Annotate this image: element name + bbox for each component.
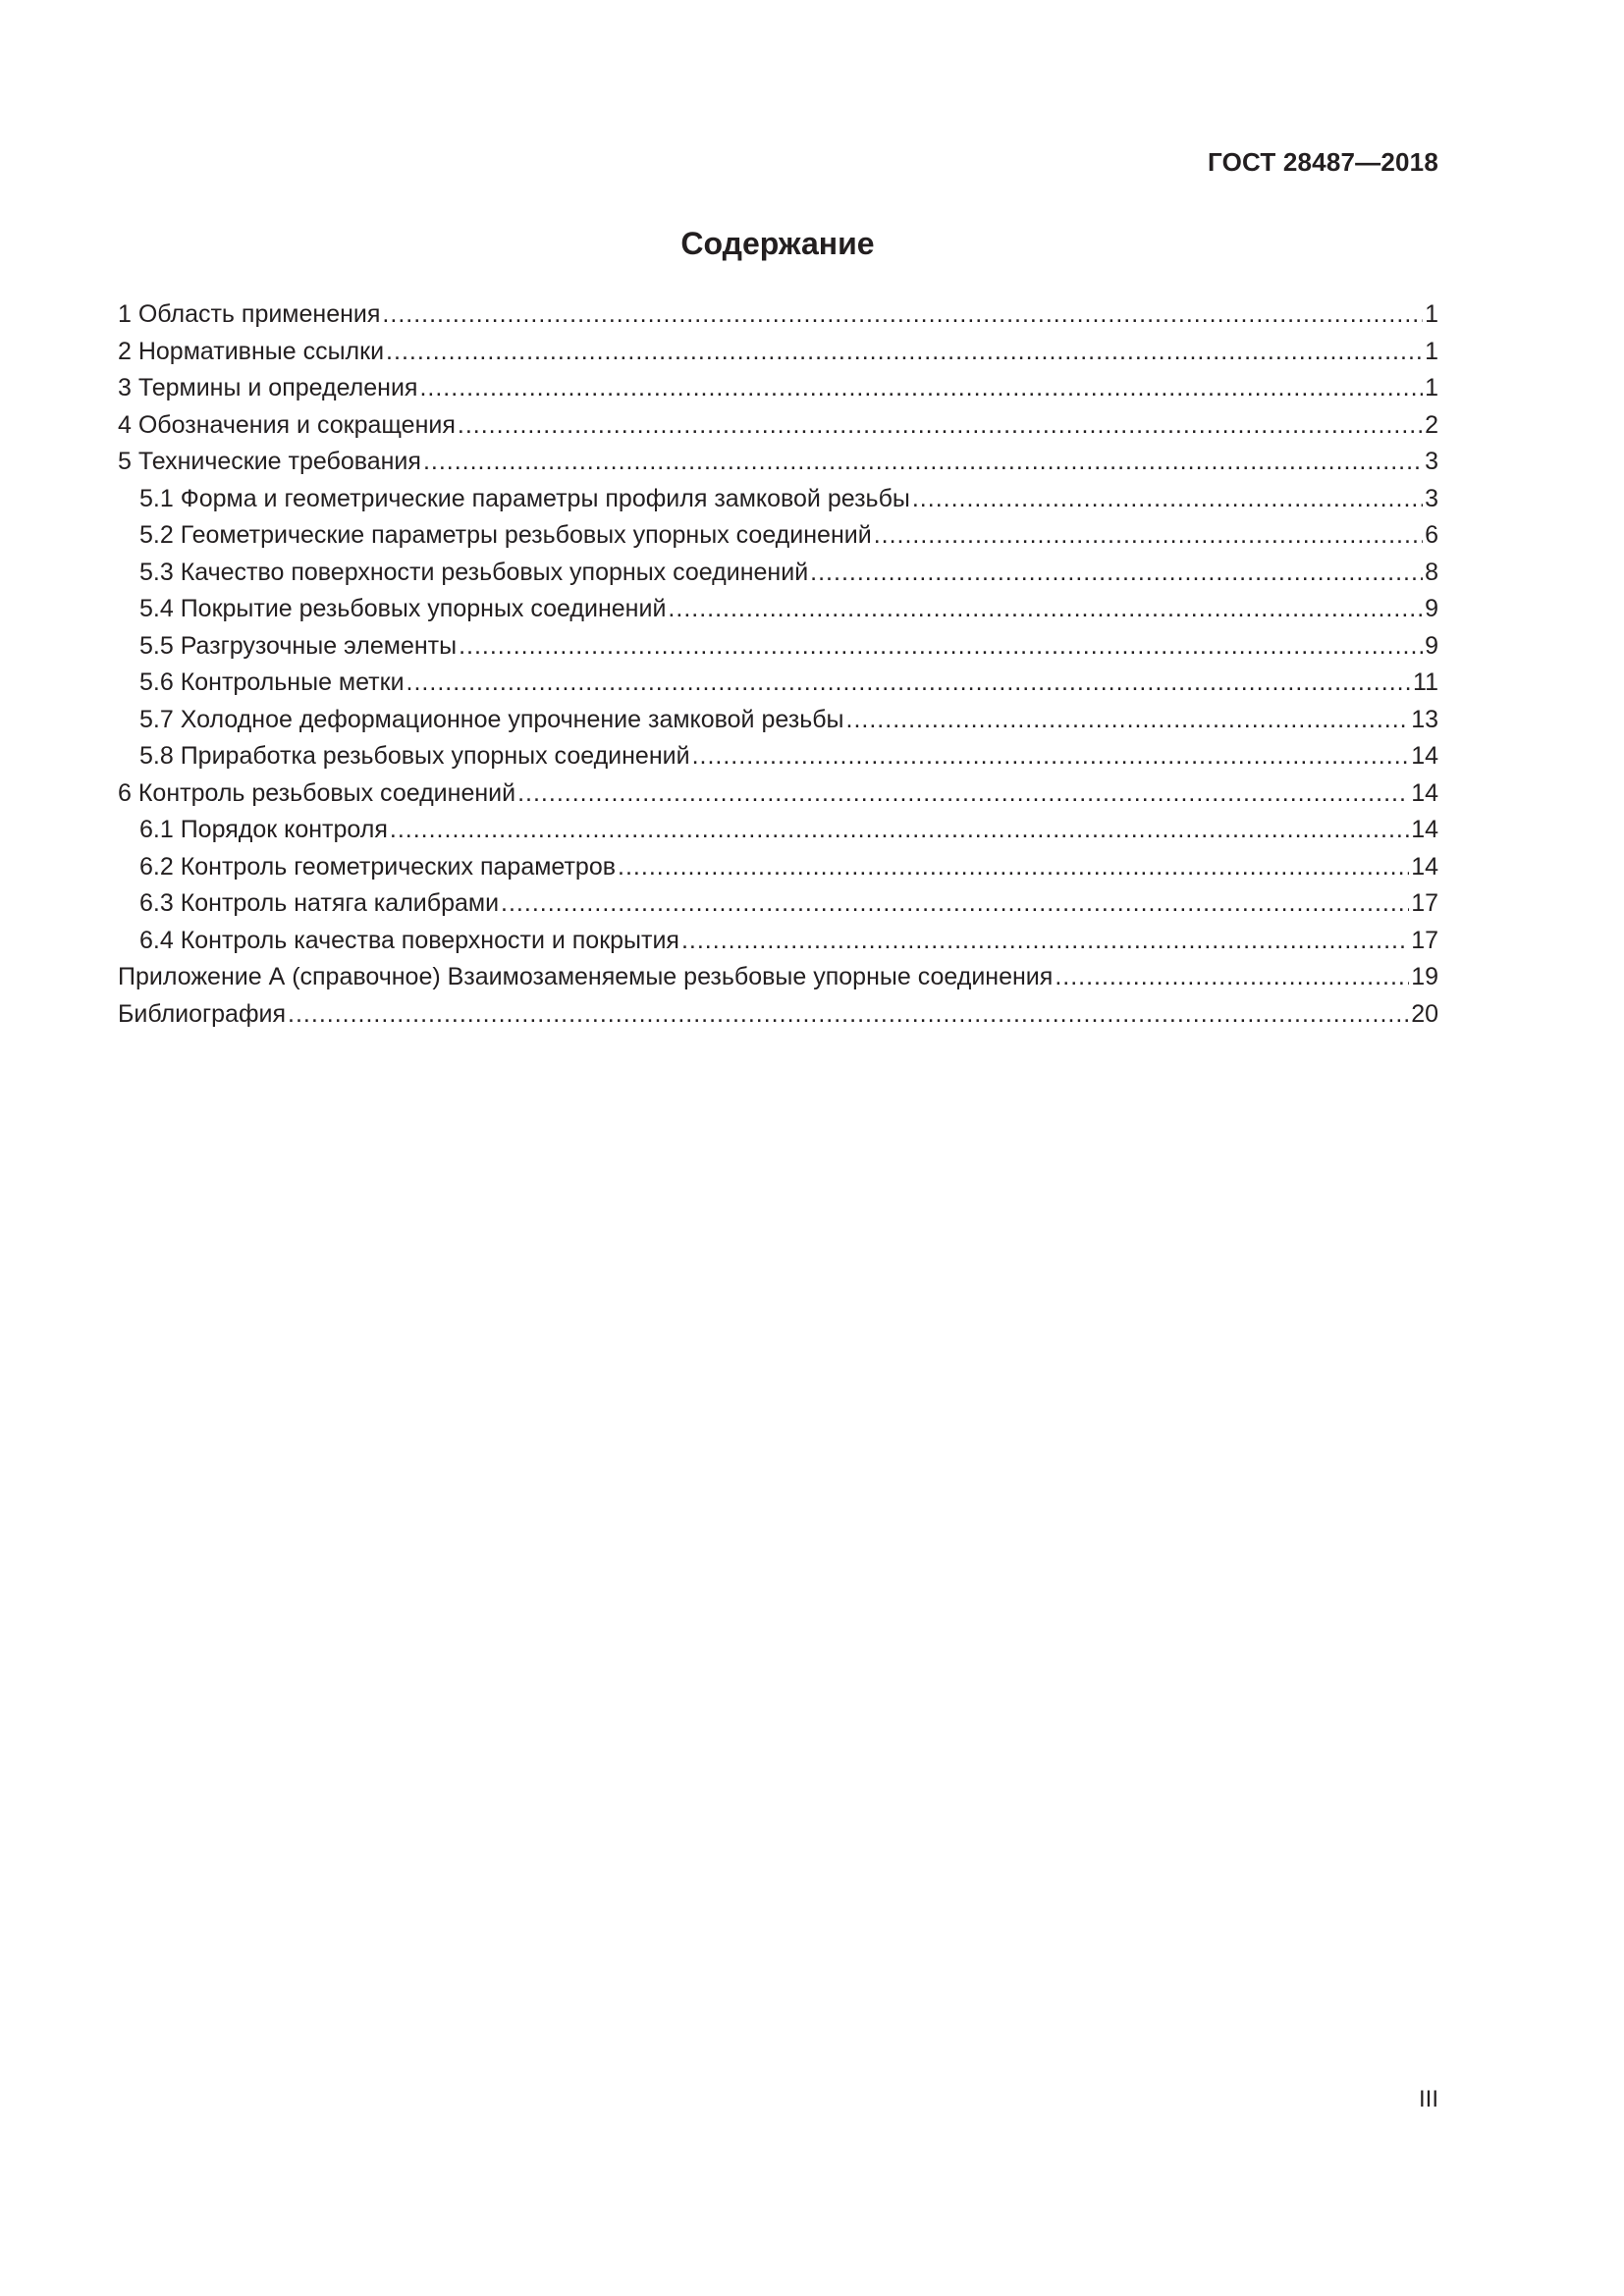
toc-entry[interactable] (118, 775, 1438, 813)
toc-entry[interactable] (118, 738, 1438, 775)
toc-entry[interactable] (118, 370, 1438, 407)
toc-entry-label: 5.8 Приработка резьбовых упорных соединений (139, 742, 690, 770)
toc-entry-label: 3 Термины и определения (118, 374, 418, 401)
toc-entry[interactable] (118, 996, 1438, 1034)
toc-entry[interactable] (118, 517, 1438, 555)
toc-entry-page: 2 (1425, 410, 1438, 439)
page-number: III (1418, 2086, 1438, 2112)
table-of-contents (118, 296, 1438, 1033)
toc-entry[interactable] (118, 812, 1438, 849)
toc-entry-page: 1 (1425, 300, 1438, 328)
toc-entry-label: 5.2 Геометрические параметры резьбовых упорных соединений (139, 521, 872, 549)
toc-dot-leader (390, 812, 1409, 849)
toc-entry[interactable] (118, 591, 1438, 628)
toc-dot-leader (517, 775, 1409, 813)
toc-entry[interactable] (118, 628, 1438, 666)
toc-entry[interactable] (118, 555, 1438, 592)
toc-dot-leader (458, 407, 1423, 445)
toc-entry-label: 5.6 Контрольные метки (139, 668, 405, 696)
toc-entry-label: Библиография (118, 999, 287, 1028)
toc-entry-label: 5 Технические требования (118, 448, 421, 475)
toc-entry[interactable] (118, 923, 1438, 960)
toc-entry-label: 5.1 Форма и геометрические параметры профиля замковой резьбы (139, 484, 910, 512)
toc-entry-label: 1 Область применения (118, 300, 381, 328)
toc-entry-label: 5.4 Покрытие резьбовых упорных соединений (139, 595, 667, 622)
toc-dot-leader (386, 334, 1423, 371)
toc-entry-page: 14 (1411, 816, 1438, 843)
toc-entry-label: 6 Контроль резьбовых соединений (118, 778, 516, 807)
toc-title: Содержание (680, 226, 875, 261)
toc-dot-leader (618, 849, 1409, 886)
toc-entry-label: 6.2 Контроль геометрических параметров (139, 852, 617, 881)
toc-entry-page: 3 (1425, 484, 1438, 512)
toc-entry[interactable] (118, 296, 1438, 334)
toc-entry-page: 9 (1425, 631, 1438, 660)
toc-entry[interactable] (118, 849, 1438, 886)
toc-dot-leader (288, 996, 1409, 1034)
toc-entry-page: 17 (1411, 926, 1438, 954)
toc-dot-leader (874, 517, 1423, 555)
toc-dot-leader (912, 481, 1423, 518)
toc-entry-label: 5.3 Качество поверхности резьбовых упорных соединений (139, 558, 809, 586)
toc-entry[interactable] (118, 444, 1438, 481)
toc-entry-page: 1 (1425, 337, 1438, 365)
toc-entry[interactable] (118, 665, 1438, 702)
toc-entry[interactable] (118, 885, 1438, 923)
toc-entry-page: 19 (1411, 963, 1438, 990)
toc-dot-leader (846, 702, 1410, 739)
toc-dot-leader (501, 885, 1409, 923)
toc-dot-leader (382, 296, 1423, 334)
toc-entry-label: 4 Обозначения и сокращения (118, 410, 456, 439)
toc-entry-page: 14 (1411, 742, 1438, 770)
document-code: ГОСТ 28487—2018 (1208, 147, 1438, 177)
toc-dot-leader (419, 370, 1423, 407)
toc-entry-label: 6.1 Порядок контроля (139, 816, 388, 843)
toc-entry-page: 3 (1425, 448, 1438, 475)
toc-dot-leader (1055, 959, 1409, 996)
toc-entry-label: 6.4 Контроль качества поверхности и покрытия (139, 926, 679, 954)
toc-entry-label: 2 Нормативные ссылки (118, 337, 385, 365)
toc-entry-label: 5.7 Холодное деформационное упрочнение замковой резьбы (139, 705, 844, 733)
toc-dot-leader (668, 591, 1423, 628)
toc-entry-page: 1 (1425, 374, 1438, 401)
toc-entry-page: 9 (1425, 595, 1438, 622)
toc-entry-page: 6 (1425, 521, 1438, 549)
toc-dot-leader (459, 628, 1423, 666)
toc-entry[interactable] (118, 334, 1438, 371)
toc-entry-page: 11 (1413, 668, 1438, 696)
toc-entry-label: 6.3 Контроль натяга калибрами (139, 889, 500, 917)
toc-entry-page: 20 (1411, 999, 1438, 1028)
toc-dot-leader (692, 738, 1410, 775)
toc-entry[interactable] (118, 481, 1438, 518)
toc-entry-page: 8 (1425, 558, 1438, 586)
toc-entry-page: 13 (1411, 705, 1438, 733)
toc-entry[interactable] (118, 959, 1438, 996)
toc-dot-leader (810, 555, 1423, 592)
toc-entry[interactable] (118, 702, 1438, 739)
toc-dot-leader (423, 444, 1423, 481)
toc-entry-page: 14 (1411, 852, 1438, 881)
toc-dot-leader (681, 923, 1409, 960)
toc-dot-leader (406, 665, 1412, 702)
toc-entry-label: Приложение А (справочное) Взаимозаменяемые резьбовые упорные соединения (118, 963, 1054, 990)
toc-entry-page: 14 (1411, 778, 1438, 807)
toc-entry-page: 17 (1411, 889, 1438, 917)
toc-entry[interactable] (118, 407, 1438, 445)
toc-entry-label: 5.5 Разгрузочные элементы (139, 631, 458, 660)
